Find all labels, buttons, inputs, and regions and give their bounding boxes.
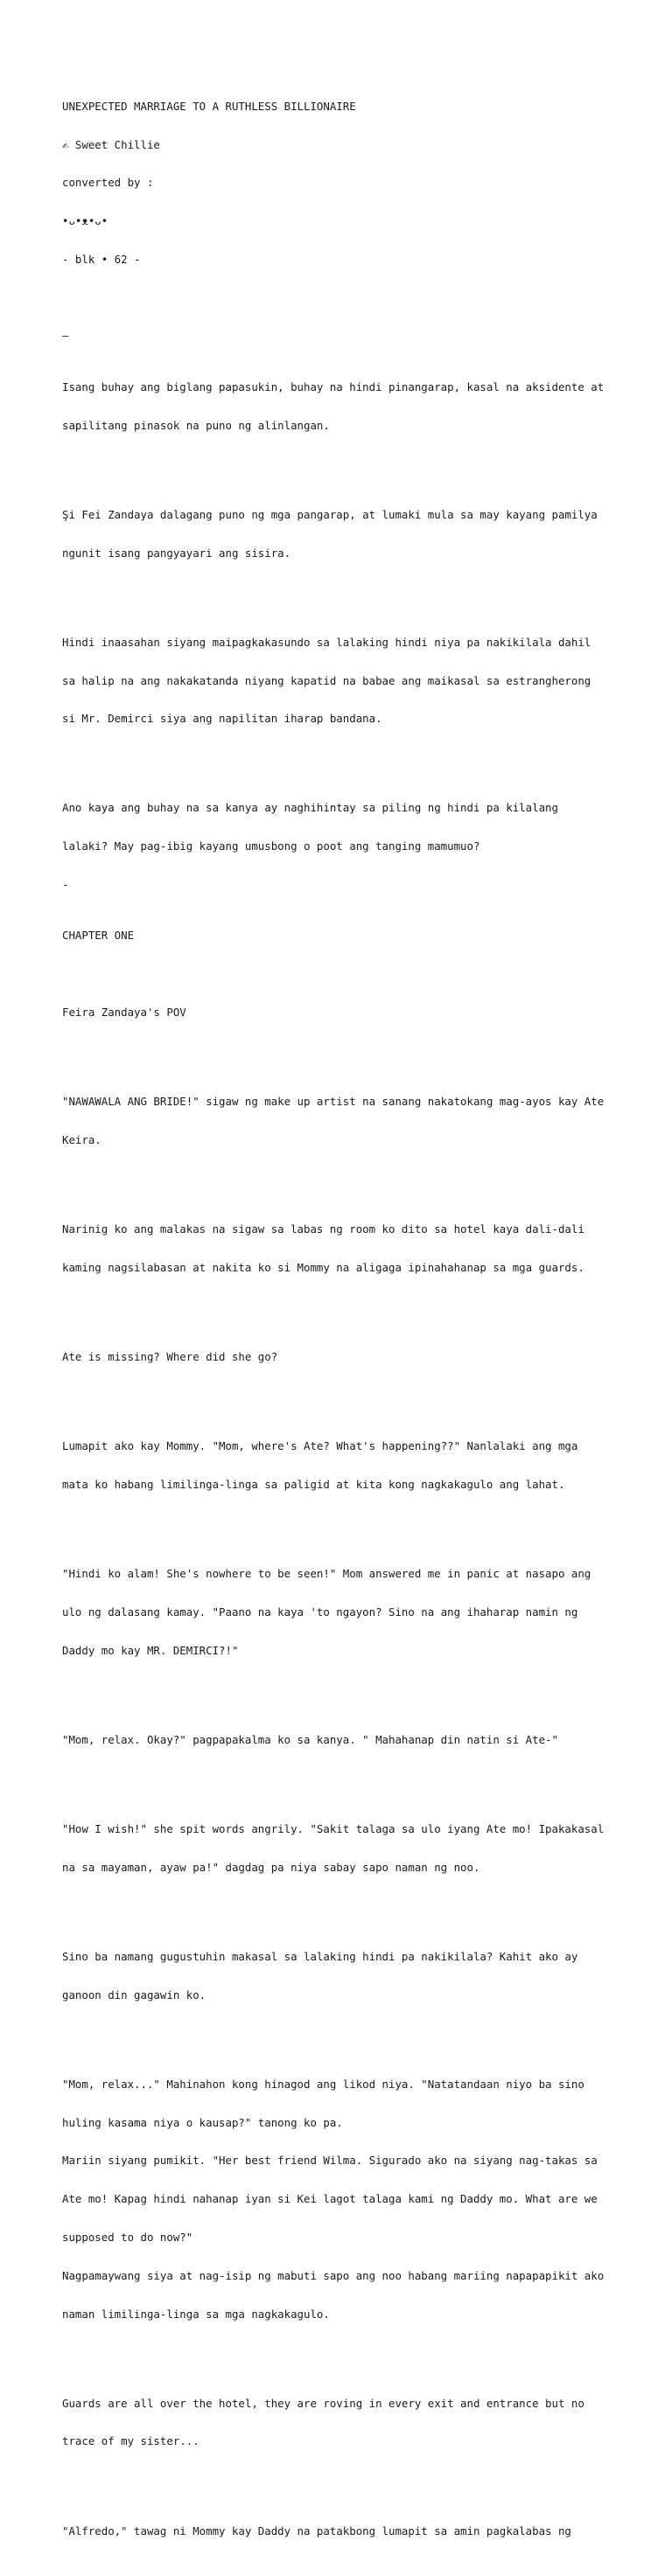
paragraph-line: "Mom, relax. Okay?" pagpapakalma ko sa kanya. " Mahahanap din natin si Ate-" bbox=[62, 1732, 558, 1746]
paragraph-line: Mariin siyang pumikit. "Her best friend Wilma. Sigurado ako na siyang nag-takas sa bbox=[62, 2154, 598, 2168]
paragraph-line: "Mom, relax..." Mahinahon kong hinagod ang likod niya. "Natatandaan niyo ba sino bbox=[62, 2077, 584, 2091]
synopsis-line: si Mr. Demirci siya ang napilitan iharap bandana. bbox=[62, 712, 382, 726]
book-title: UNEXPECTED MARRIAGE TO A RUTHLESS BILLIONAIRE bbox=[62, 99, 356, 113]
paragraph-line: na sa mayaman, ayaw pa!" dagdag pa niya sabay sapo naman ng noo. bbox=[62, 1860, 480, 1874]
synopsis-line: sapilitang pinasok na puno ng alinlangan. bbox=[62, 418, 330, 432]
page-marker: - blk • 62 - bbox=[62, 252, 141, 266]
chapter-title: CHAPTER ONE bbox=[62, 929, 135, 943]
paragraph-line: trace of my sister... bbox=[62, 2434, 200, 2448]
paragraph-line: Ate mo! Kapag hindi nahanap iyan si Kei lagot talaga kami ng Daddy mo. What are we bbox=[62, 2192, 598, 2206]
synopsis-line: Isang buhay ang biglang papasukin, buhay na hindi pinangarap, kasal na aksidente at bbox=[62, 379, 605, 393]
synopsis-line: sa halip na ang nakakatanda niyang kapatid na babae ang maikasal sa estrangherong bbox=[62, 673, 592, 687]
converted-by-label: converted by : bbox=[62, 176, 154, 190]
paragraph-line: mata ko habang limilinga-linga sa paligid at kita kong nagkakagulo ang lahat. bbox=[62, 1477, 565, 1491]
synopsis-line: Şi Fei Zandaya dalagang puno ng mga pangarap, at lumaki mula sa may kayang pamilya bbox=[62, 507, 598, 521]
paragraph-line: Nagpamaywang siya at nag-isip ng mabuti sapo ang noo habang mariing napapapikit ako bbox=[62, 2268, 605, 2282]
separator: — bbox=[62, 329, 69, 343]
paragraph-line: Daddy mo kay MR. DEMIRCI?!" bbox=[62, 1643, 239, 1657]
paragraph-line: "NAWAWALA ANG BRIDE!" sigaw ng make up artist na sanang nakatokang mag-ayos kay Ate bbox=[62, 1095, 605, 1109]
paragraph-line: Keira. bbox=[62, 1132, 102, 1146]
paragraph-line: ganoon din gagawin ko. bbox=[62, 1988, 206, 2002]
paragraph-line: Lumapit ako kay Mommy. "Mom, where's Ate? What's happening??" Nanlalaki ang mga bbox=[62, 1439, 578, 1453]
paragraph-line: naman limilinga-linga sa mga nagkakagulo. bbox=[62, 2307, 330, 2321]
synopsis-dash: - bbox=[62, 878, 69, 891]
author-line: ✍ Sweet Chillie bbox=[62, 137, 160, 151]
synopsis-line: Ano kaya ang buhay na sa kanya ay naghihintay sa piling ng hindi pa kilalang bbox=[62, 801, 558, 815]
paragraph-line: "Alfredo," tawag ni Mommy kay Daddy na patakbong lumapit sa amin pagkalabas ng bbox=[62, 2524, 571, 2538]
paragraph-line: "How I wish!" she spit words angrily. "Sakit talaga sa ulo iyang Ate mo! Ipakakasal bbox=[62, 1821, 605, 1835]
pov-heading: Feira Zandaya's POV bbox=[62, 1005, 186, 1019]
paragraph-line: Guards are all over the hotel, they are roving in every exit and entrance but no bbox=[62, 2396, 584, 2410]
paragraph-line: ulo ng dalasang kamay. "Paano na kaya 'to ngayon? Sino na ang ihaharap namin ng bbox=[62, 1605, 578, 1619]
converter-mark: •ᴗ•ᴥ•ᴗ• bbox=[62, 214, 108, 228]
paragraph-line: Ate is missing? Where did she go? bbox=[62, 1349, 278, 1363]
paragraph-line: Narinig ko ang malakas na sigaw sa labas ng room ko dito sa hotel kaya dali-dali bbox=[62, 1222, 584, 1236]
paragraph-line: kaming nagsilabasan at nakita ko si Mommy na aligaga ipinahahanap sa mga guards. bbox=[62, 1260, 584, 1274]
synopsis-line: Hindi inaasahan siyang maipagkakasundo sa lalaking hindi niya pa nakikilala dahil bbox=[62, 635, 592, 649]
paragraph-line: supposed to do now?" bbox=[62, 2230, 193, 2244]
paragraph-line: Sino ba namang gugustuhin makasal sa lalaking hindi pa nakikilala? Kahit ako ay bbox=[62, 1949, 578, 1963]
synopsis-line: ngunit isang pangyayari ang sisira. bbox=[62, 546, 291, 560]
synopsis-line: lalaki? May pag-ibig kayang umusbong o poot ang tanging mamumuo? bbox=[62, 839, 480, 853]
paragraph-line: huling kasama niya o kausap?" tanong ko pa. bbox=[62, 2115, 343, 2129]
document-text bbox=[62, 62, 640, 2576]
paragraph-line: "Hindi ko alam! She's nowhere to be seen!" Mom answered me in panic at nasapo ang bbox=[62, 1567, 592, 1581]
